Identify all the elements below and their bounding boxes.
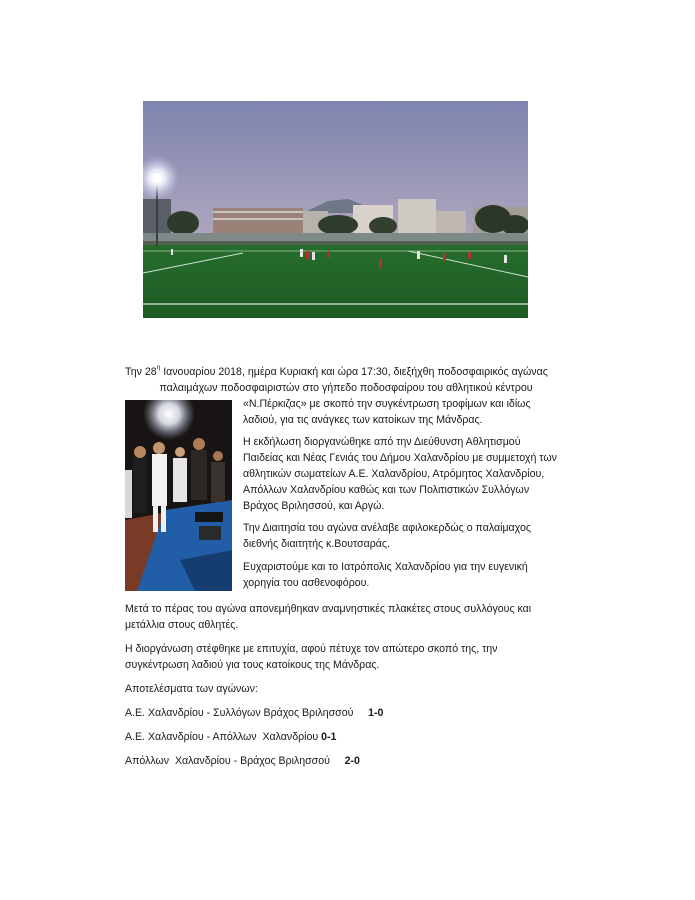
result-match: Α.Ε. Χαλανδρίου - Απόλλων Χαλανδρίου (125, 731, 322, 743)
result-score: 0-1 (321, 731, 337, 743)
success-line-1: Η διοργάνωση στέφθηκε με επιτυχία, αφού πέτυχε τον απώτερο σκοπό της, την (125, 643, 498, 655)
org-line-3: αθλητικών σωματείων Α.Ε. Χαλανδρίου, Ατρόμητος Χαλανδρίου, (243, 468, 545, 480)
org-line-4: Απόλλων Χαλανδρίου καθώς και των Πολιτιστικών Συλλόγων (243, 484, 530, 496)
result-row (125, 705, 383, 721)
result-score: 1-0 (368, 707, 384, 719)
award-ceremony-photo (125, 400, 232, 591)
intro-line-3: «Ν.Πέρκιζας» με σκοπό την συγκέντρωση τροφίμων και ιδίως (243, 398, 531, 410)
awards-line-1: Μετά το πέρας του αγώνα απονεμήθηκαν αναμνηστικές πλακέτες στους συλλόγους και (125, 603, 532, 615)
referee-line-2: διεθνής διαιτητής κ.Βουτσαράς. (243, 538, 390, 550)
football-match-photo (143, 101, 528, 318)
thanks-line-2: χορηγία του ασθενοφόρου. (243, 577, 370, 589)
awards-line-2: μετάλλια στους αθλητές. (125, 619, 239, 631)
intro-line-4: λαδιού, για τις ανάγκες των κατοίκων της Μάνδρας. (243, 414, 483, 426)
org-line-1: Η εκδήλωση διοργανώθηκε από την Διεύθυνση Αθλητισμού (243, 436, 521, 448)
org-line-2: Παιδείας και Νέας Γενιάς του Δήμου Χαλανδρίου με συμμετοχή των (243, 452, 557, 464)
intro-line-2: παλαιμάχων ποδοσφαιριστών στο γήπεδο ποδοσφαίρου του αθλητικού κέντρου (159, 382, 533, 394)
result-match: Α.Ε. Χαλανδρίου - Συλλόγων Βράχος Βριλησσού (125, 707, 369, 719)
org-line-5: Βράχος Βριλησσού, και Αργώ. (243, 500, 385, 512)
result-row (125, 729, 336, 745)
referee-line-1: Την Διαιτησία του αγώνα ανέλαβε αφιλοκερδώς ο παλαίμαχος (243, 522, 531, 534)
result-row (125, 753, 360, 769)
success-line-2: συγκέντρωση λαδιού για τους κατοίκους της Μάνδρας. (125, 659, 380, 671)
result-score: 2-0 (344, 755, 360, 767)
result-match: Απόλλων Χαλανδρίου - Βράχος Βριλησσού (125, 755, 345, 767)
results-heading: Αποτελέσματα των αγώνων: (125, 683, 258, 695)
intro-line-1: Την $28^\eta$ Ιανουαρίου 2018, ημέρα Κυριακή και ώρα 17:30, διεξήχθη ποδοσφαιρικός αγώνας (125, 364, 548, 378)
thanks-line-1: Ευχαριστούμε και το Ιατρόπολις Χαλανδρίου για την ευγενική (243, 561, 528, 573)
